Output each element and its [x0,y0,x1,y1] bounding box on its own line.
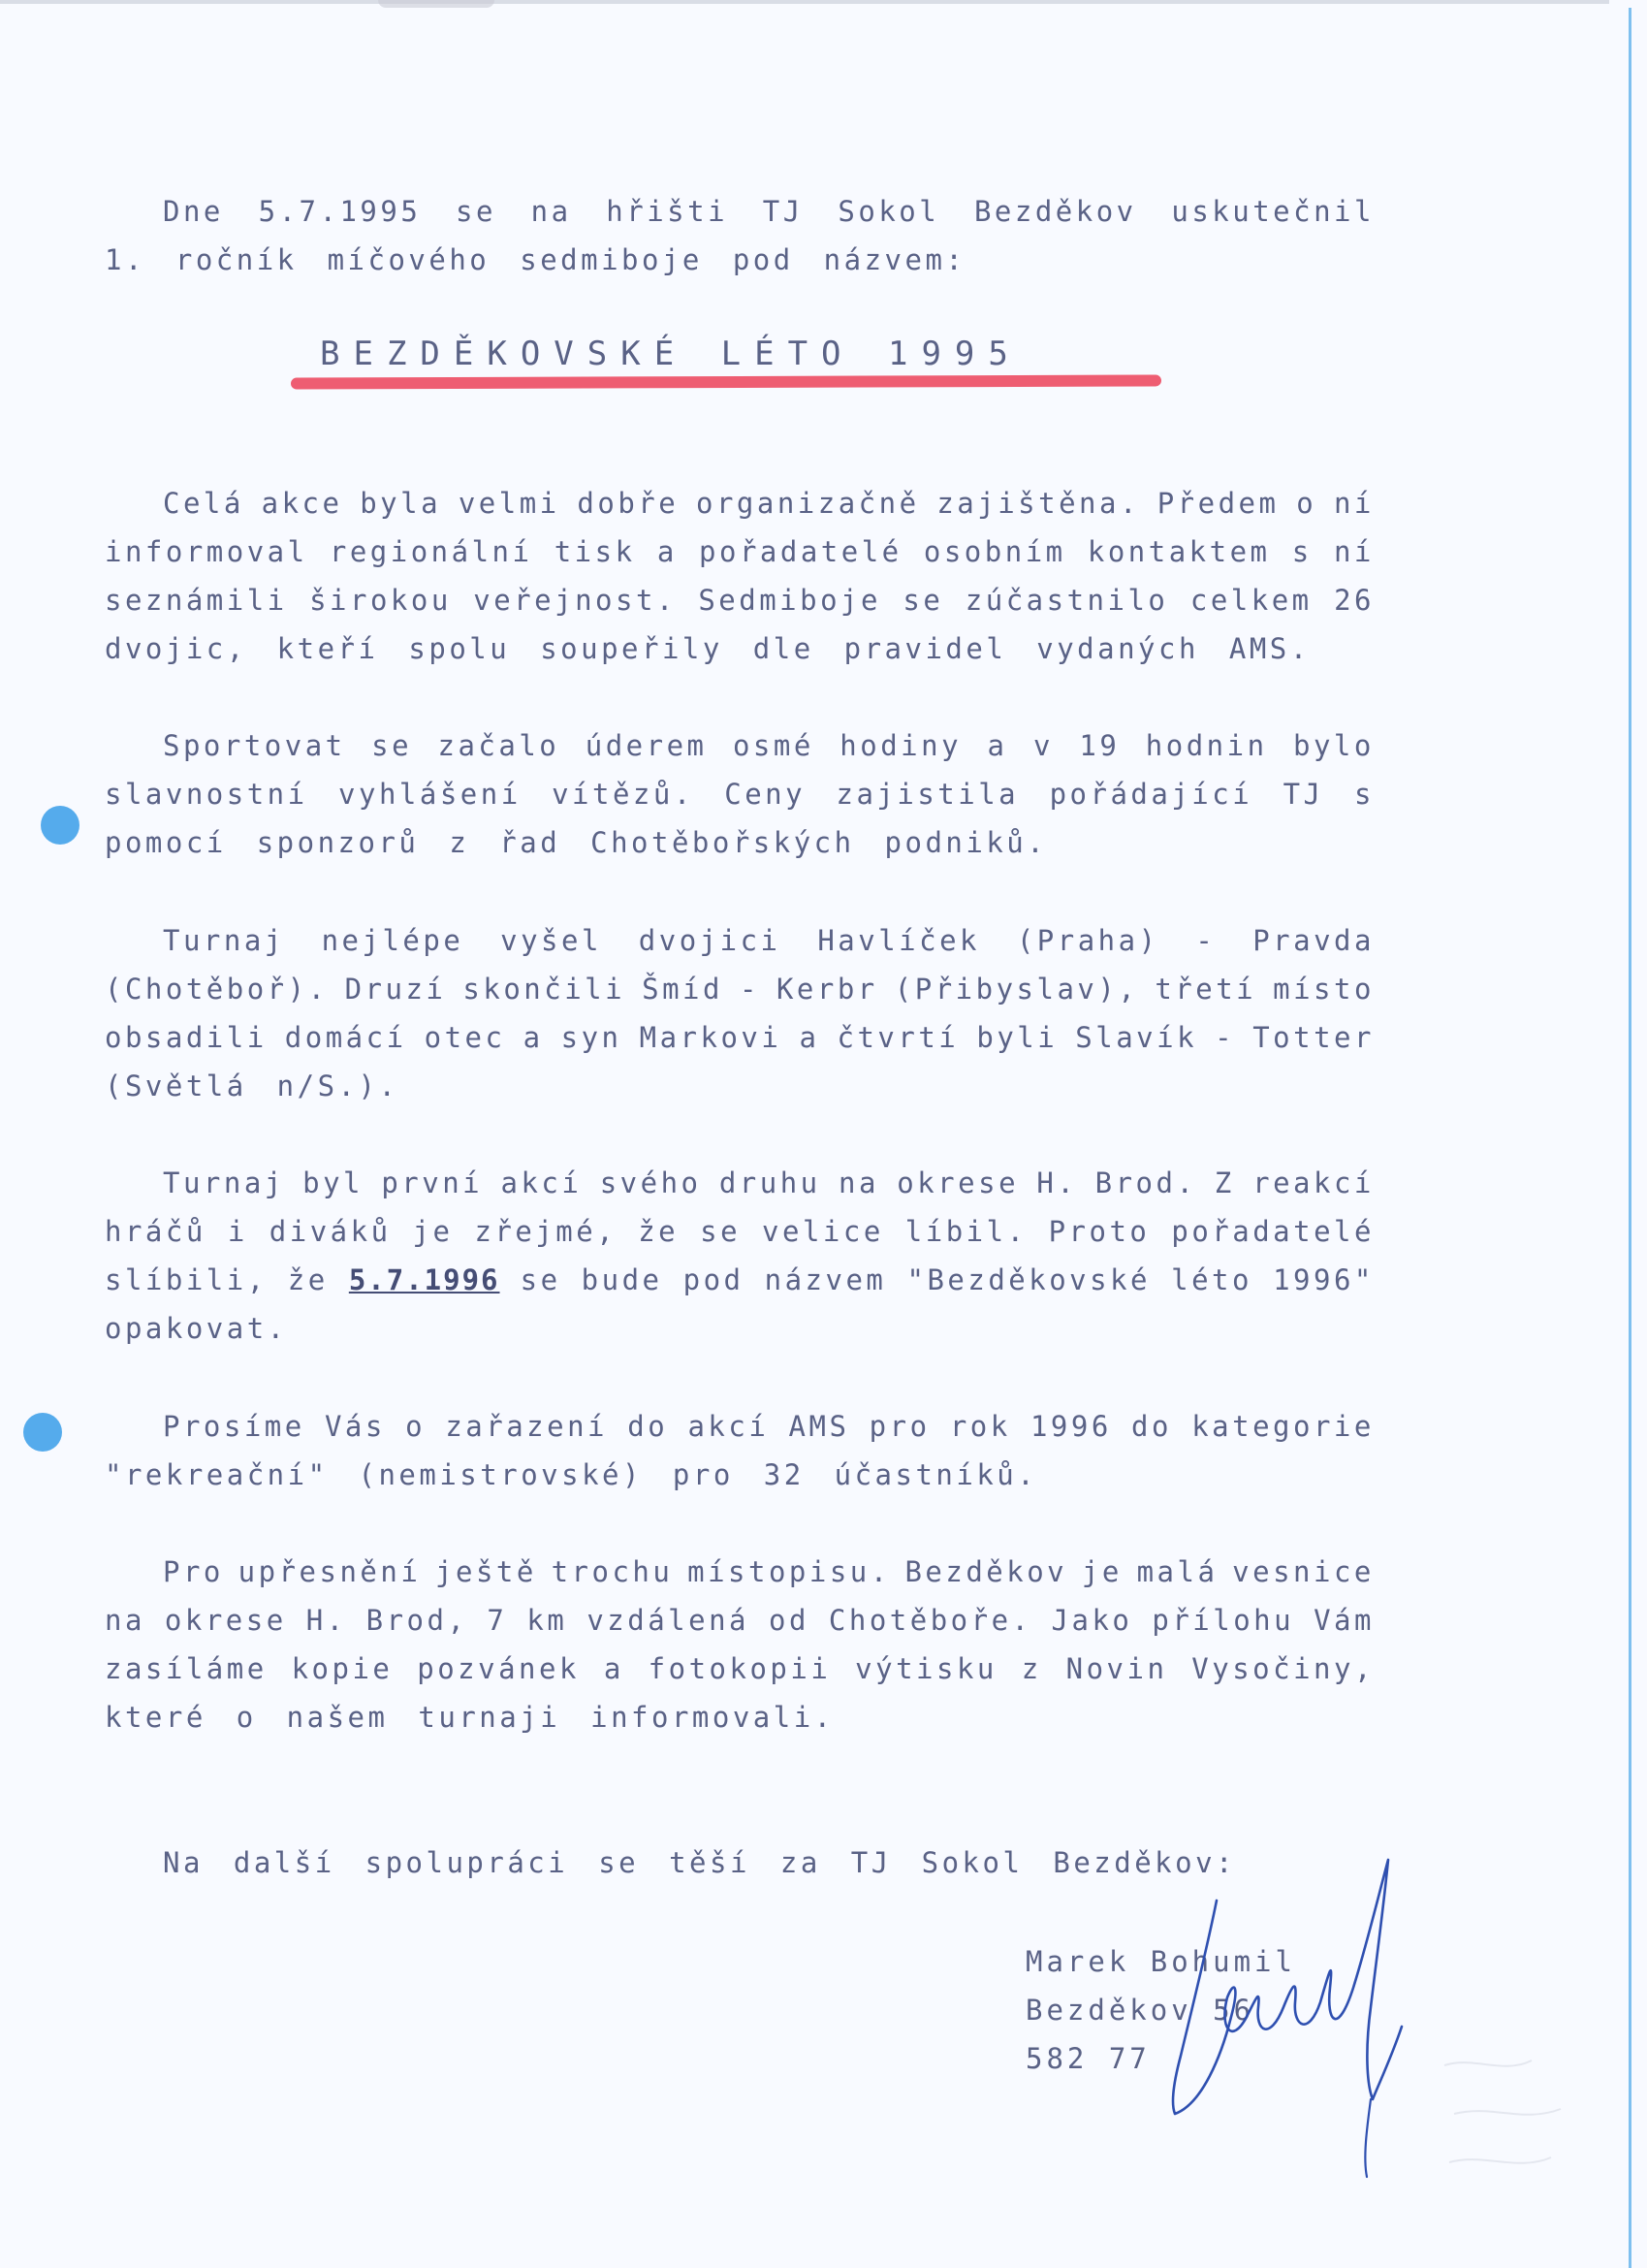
word: se [456,195,496,228]
word: hráčů [105,1215,206,1248]
word: dvojici [638,924,781,957]
word: - [739,973,760,1006]
word: Prosíme [163,1410,305,1443]
word: zúčastnilo [965,584,1169,617]
word: okrese [897,1166,1020,1199]
word: velmi [458,487,560,520]
word: osmé [732,729,814,762]
p6-line-4 [105,1693,1375,1741]
page-right-edge [1629,8,1631,2268]
word: pod [682,1263,744,1296]
word: skončili [462,973,626,1006]
word: Bezděkov [973,195,1137,228]
word: veřejnost. [473,584,677,617]
paragraph-next-year [105,1159,1375,1353]
word: trochu [551,1555,674,1588]
word: Brod. [1094,1166,1197,1199]
p6-line-3 [105,1645,1375,1693]
p3-line-4-text: (Světlá n/S.). [105,1070,399,1102]
word: pozvánek [417,1652,580,1685]
word: zřejmé, [474,1215,618,1248]
word: Z [1214,1166,1235,1199]
word: seznámili [105,584,288,617]
word: Vysočiny, [1191,1652,1375,1685]
word: Ceny [724,778,807,811]
word: pořadatelé [699,535,903,568]
p3-line-2 [105,965,1375,1013]
word: Havlíček [817,924,981,957]
word: 1996" [1273,1263,1375,1296]
word: Totter [1252,1021,1375,1054]
word: v [1032,729,1054,762]
word: vzdálená [586,1604,749,1637]
word: Turnaj [163,1166,285,1199]
word: slavnostní [105,778,308,811]
word: druhu [718,1166,821,1199]
intro-line-2 [105,236,1375,284]
word: osobním [923,535,1066,568]
word: s [1291,535,1313,568]
p5-line-2-text: "rekreační" (nemistrovské) pro 32 účastníků. [105,1458,1038,1491]
paragraph-results [105,916,1375,1110]
word: Kerbr [776,973,878,1006]
word: třetí [1155,973,1257,1006]
word: vesnice [1232,1555,1375,1588]
word: místopisu. [687,1555,891,1588]
word: Chotěboře. [828,1604,1032,1637]
punch-hole-lower [23,1413,62,1452]
word: Celá [163,487,244,520]
word: akce [261,487,343,520]
word: bude [581,1263,663,1296]
word: Sokol [838,195,940,228]
word: Sportovat [163,729,346,762]
p1-line-4 [105,624,1375,673]
punch-hole-upper [41,806,79,845]
word: otec [424,1021,506,1054]
word: a [799,1021,820,1054]
word: do [1131,1410,1172,1443]
word: zajistila [836,778,1020,811]
word: Vás [324,1410,386,1443]
word: širokou [309,584,452,617]
p1-line-3 [105,576,1375,624]
word: informoval [105,535,308,568]
p1-line-1 [105,479,1375,527]
handwritten-signature [1163,1842,1415,2191]
word: Sedmiboje [698,584,881,617]
word: hřišti [606,195,729,228]
word: svého [599,1166,702,1199]
closing-text: Na další spolupráci se těší za TJ Sokol Bezděkov: [163,1846,1237,1879]
word: akcí [687,1410,770,1443]
word: a [987,729,1008,762]
word: Markovi [639,1021,782,1054]
p2-line-2 [105,770,1375,818]
word: regionální [329,535,533,568]
document-title: BEZDĚKOVSKÉ LÉTO 1995 [320,335,1022,373]
word: z [1021,1652,1042,1685]
word: pořadatelé [1171,1215,1375,1248]
word: na [530,195,572,228]
p6-line-2 [105,1596,1375,1645]
p4-line-1 [105,1159,1375,1207]
word: vyšel [500,924,602,957]
p1-line-4-text: dvojic, kteří spolu soupeřily dle pravidel vydaných AMS. [105,632,1311,665]
word: TJ [762,195,804,228]
word: uskutečnil [1171,195,1375,228]
word: tisk [554,535,636,568]
word: se [520,1263,561,1296]
word: kontaktem [1087,535,1271,568]
word: velice [762,1215,884,1248]
word: bylo [1293,729,1375,762]
word: se [700,1215,742,1248]
word: ještě [435,1555,537,1588]
word: - [1195,924,1217,957]
paragraph-schedule [105,721,1375,867]
word: TJ [1283,778,1324,811]
p2-line-3 [105,818,1375,867]
word: AMS [788,1410,850,1443]
word: čtvrtí [837,1021,960,1054]
word: líbil. [904,1215,1028,1248]
word: 1996 [1029,1410,1112,1443]
p5-line-1 [105,1402,1375,1451]
word: Předem [1156,487,1280,520]
p6-line-1 [105,1548,1375,1596]
page-top-edge [0,0,1609,4]
p3-line-3 [105,1013,1375,1062]
sender-address: Bezděkov 56 [1026,1994,1255,2027]
p3-line-1 [105,916,1375,965]
word: byl [302,1166,364,1199]
intro-line-1 [105,187,1375,236]
p4-line-2 [105,1207,1375,1256]
p2-line-3-text: pomocí sponzorů z řad Chotěbořských podniků. [105,826,1048,859]
word: výtisku [855,1652,998,1685]
title-underline-mark [291,374,1161,389]
word: kopie [291,1652,394,1685]
word: Šmíd [642,973,723,1006]
p4-line-3 [105,1256,1375,1304]
word: od [769,1604,809,1637]
word: 26 [1334,584,1375,617]
word: 5.7.1995 [258,195,422,228]
word: přílohu [1152,1604,1295,1637]
word: úderem [585,729,708,762]
word: Pravda [1252,924,1375,957]
word: fotokopii [648,1652,832,1685]
word: upřesnění [238,1555,422,1588]
sender-name: Marek Bohumil [1026,1945,1296,1978]
word: H. [305,1604,347,1637]
word: malá [1136,1555,1219,1588]
word: je [1081,1555,1123,1588]
word: slíbili, [105,1263,268,1296]
word: pro [869,1410,931,1443]
word: a [603,1652,624,1685]
word: 7 [487,1604,508,1637]
word: reakcí [1252,1166,1375,1199]
word: že [287,1263,329,1296]
word: "Bezděkovské [906,1263,1151,1296]
bleed-through-marks [1435,2027,1629,2220]
word: Turnaj [163,924,285,957]
p4-line-4-text: opakovat. [105,1312,288,1345]
word: okrese [164,1604,287,1637]
word: že [638,1215,680,1248]
word: ní [1333,487,1375,520]
paragraph-request [105,1402,1375,1499]
word: kategorie [1191,1410,1375,1443]
word: hodiny [839,729,963,762]
intro-line-2-text: 1. ročník míčového sedmiboje pod názvem: [105,243,966,276]
word: hodnin [1145,729,1268,762]
paragraph-location [105,1548,1375,1741]
sender-zip: 582 77 [1026,2042,1151,2075]
word: - [1215,1021,1236,1054]
word: (Chotěboř). [105,973,329,1006]
p4-line-4 [105,1304,1375,1353]
word: a [523,1021,544,1054]
word: byli [976,1021,1059,1054]
word: zařazení [445,1410,609,1443]
word: Slavík [1075,1021,1198,1054]
word: se [371,729,413,762]
word: diváků [269,1215,392,1248]
word: do [627,1410,669,1443]
word: vyhlášení [338,778,522,811]
word: nejlépe [321,924,464,957]
word: celkem [1189,584,1313,617]
word: 19 [1079,729,1121,762]
word: ní [1333,535,1375,568]
word: zasíláme [105,1652,268,1685]
word: Druzí [344,973,447,1006]
word: Jako [1051,1604,1133,1637]
word: Vám [1314,1604,1375,1637]
word: (Praha) [1016,924,1159,957]
p5-line-2 [105,1451,1375,1499]
word: Pro [163,1555,224,1588]
word: km [526,1604,568,1637]
word: byla [360,487,442,520]
word: (Přibyslav), [894,973,1139,1006]
word: zajištěna. [936,487,1140,520]
word: se [903,584,944,617]
word: H. [1036,1166,1078,1199]
word: s [1353,778,1375,811]
word: rok [949,1410,1011,1443]
word: organizačně [695,487,920,520]
word: i [227,1215,248,1248]
word: Proto [1048,1215,1151,1248]
word: na [839,1166,879,1199]
next-event-date: 5.7.1996 [348,1263,500,1296]
intro-paragraph [105,187,1375,284]
word: dobře [577,487,680,520]
word: akcí [500,1166,583,1199]
word: je [412,1215,454,1248]
word: vítězů. [552,778,694,811]
top-smudge [378,0,494,8]
p1-line-2 [105,527,1375,576]
word: Bezděkov [904,1555,1068,1588]
word: na [105,1604,145,1637]
word: o [1296,487,1317,520]
word: místo [1273,973,1375,1006]
word: obsadili [105,1021,268,1054]
word: Novin [1065,1652,1168,1685]
p2-line-1 [105,721,1375,770]
word: Brod, [365,1604,468,1637]
word: o [405,1410,427,1443]
paragraph-organization [105,479,1375,673]
word: syn [560,1021,622,1054]
word: první [381,1166,484,1199]
word: a [656,535,678,568]
word: léto [1171,1263,1252,1296]
word: názvem [764,1263,887,1296]
word: domácí [284,1021,407,1054]
p6-line-4-text: které o našem turnaji informovali. [105,1701,835,1734]
p3-line-4 [105,1062,1375,1110]
word: pořádající [1049,778,1253,811]
word: Dne [163,195,224,228]
word: začalo [437,729,560,762]
